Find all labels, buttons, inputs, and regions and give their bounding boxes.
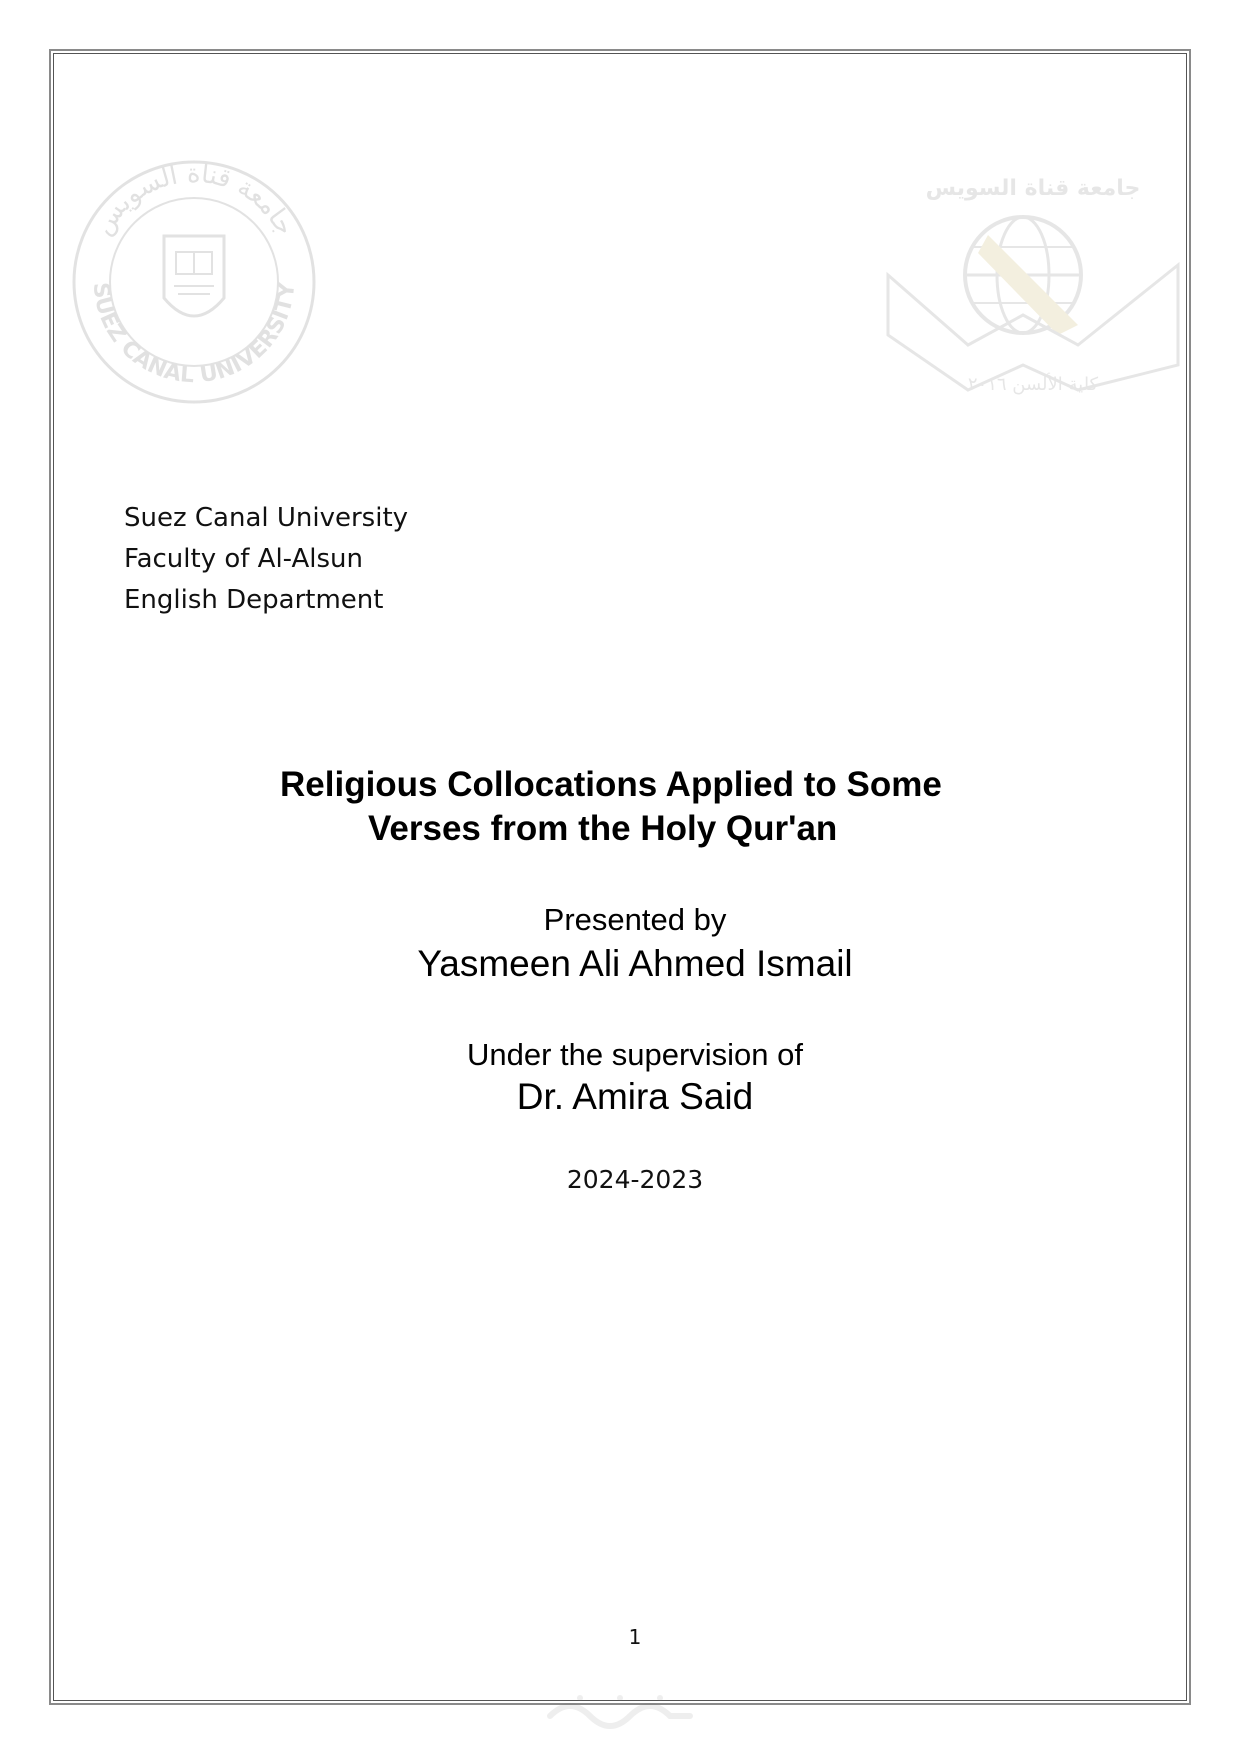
svg-text:جامعة قناة السويس: [88, 159, 300, 241]
page-number: 1: [628, 1625, 642, 1649]
supervision-label: Under the supervision of: [466, 1037, 804, 1072]
faculty-name: Faculty of Al-Alsun: [124, 544, 364, 574]
thesis-title-line-2: Verses from the Holy Qur'an: [368, 809, 838, 848]
academic-year: 2024-2023: [566, 1165, 704, 1194]
bottom-watermark-logo: [540, 1686, 700, 1730]
faculty-logo-top-text: جامعة قناة السويس: [925, 176, 1141, 201]
svg-text:SUEZ CANAL UNIVERSITY: [88, 280, 301, 388]
university-name: Suez Canal University: [124, 503, 409, 533]
supervisor-name: Dr. Amira Said: [516, 1076, 754, 1117]
author-name: Yasmeen Ali Ahmed Ismail: [417, 943, 853, 984]
faculty-logo-bottom-text: كلية الألسن ٢٠١٦: [967, 374, 1099, 395]
seal-text-ar: جامعة قناة السويس: [88, 159, 301, 241]
presented-by-label: Presented by: [543, 902, 727, 937]
university-seal-logo: [70, 158, 318, 406]
institution-block: [124, 498, 408, 621]
department-name: English Department: [124, 585, 384, 615]
faculty-logo: [878, 165, 1188, 400]
thesis-title-line-1: Religious Collocations Applied to Some: [280, 765, 942, 804]
seal-text-en: SUEZ CANAL UNIVERSITY: [87, 281, 301, 389]
